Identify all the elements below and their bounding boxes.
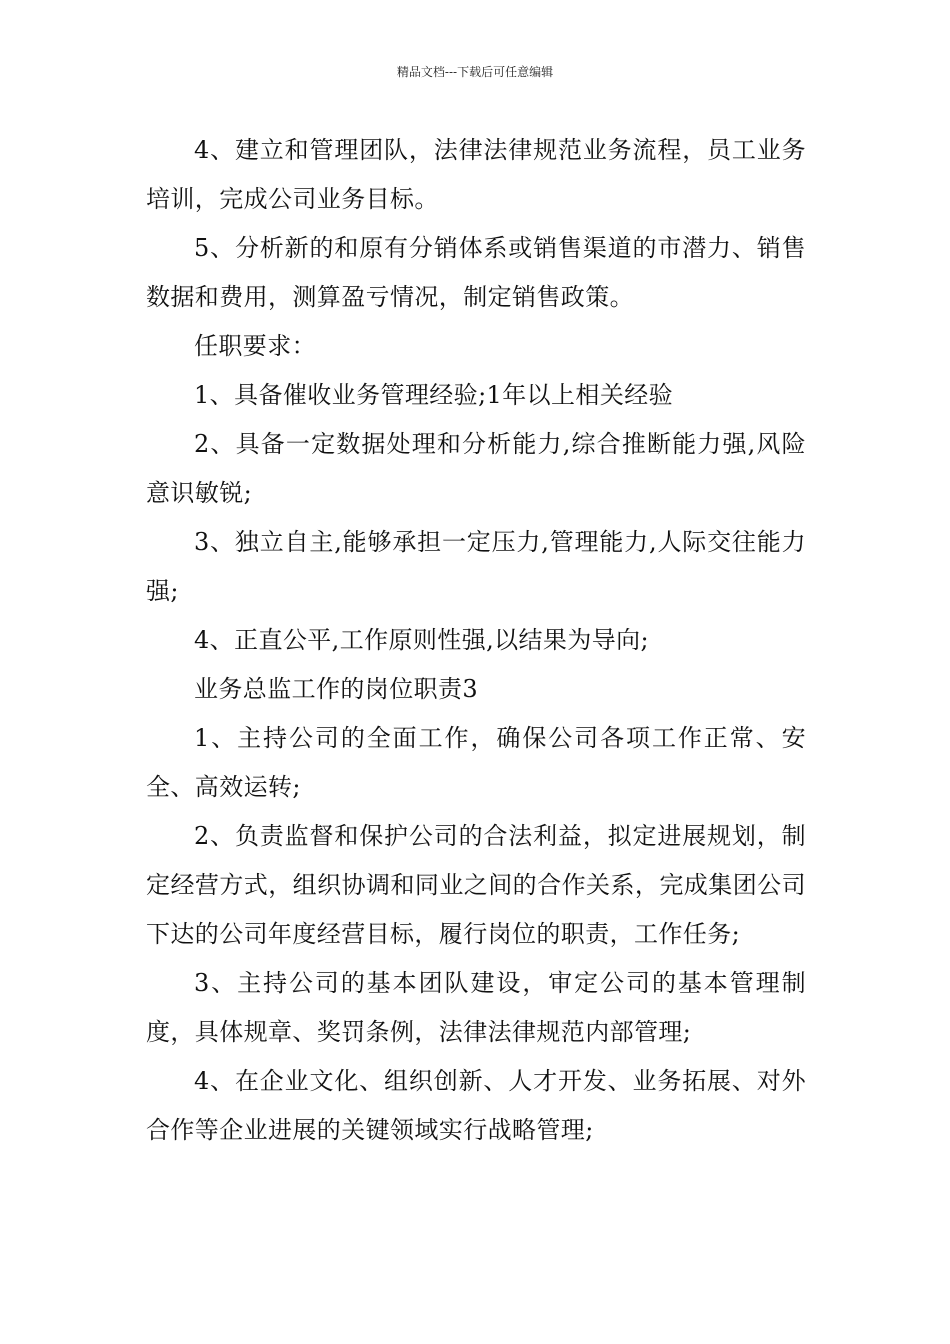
section-heading-requirements: 任职要求： [194, 332, 316, 360]
page-header: 精品文档---下载后可任意编辑 [396, 65, 554, 79]
paragraph-duty-4: 4、建立和管理团队，法律法律规范业务流程，员工业务培训，完成公司业务目标。 [146, 136, 806, 213]
document-body [146, 126, 806, 1155]
paragraph-requirement-1: 1、具备催收业务管理经验;1年以上相关经验 [194, 381, 674, 409]
paragraph-duty-3-4: 4、在企业文化、组织创新、人才开发、业务拓展、对外合作等企业进展的关键领域实行战略管理; [146, 1067, 806, 1144]
paragraph-requirement-4: 4、正直公平,工作原则性强,以结果为导向; [194, 626, 650, 654]
paragraph-duty-3-1: 1、主持公司的全面工作，确保公司各项工作正常、安全、高效运转; [146, 724, 806, 801]
section-heading-duties-3: 业务总监工作的岗位职责3 [194, 675, 479, 703]
paragraph-duty-5: 5、分析新的和原有分销体系或销售渠道的市潜力、销售数据和费用，测算盈亏情况，制定销售政策。 [146, 234, 806, 311]
paragraph-duty-3-2: 2、负责监督和保护公司的合法利益，拟定进展规划，制定经营方式，组织协调和同业之间的合作关系，完成集团公司下达的公司年度经营目标，履行岗位的职责，工作任务; [146, 822, 806, 948]
paragraph-requirement-2: 2、具备一定数据处理和分析能力,综合推断能力强,风险意识敏锐; [146, 430, 806, 507]
paragraph-duty-3-3: 3、主持公司的基本团队建设，审定公司的基本管理制度，具体规章、奖罚条例，法律法律规范内部管理; [146, 969, 806, 1046]
paragraph-requirement-3: 3、独立自主,能够承担一定压力,管理能力,人际交往能力强; [146, 528, 806, 605]
